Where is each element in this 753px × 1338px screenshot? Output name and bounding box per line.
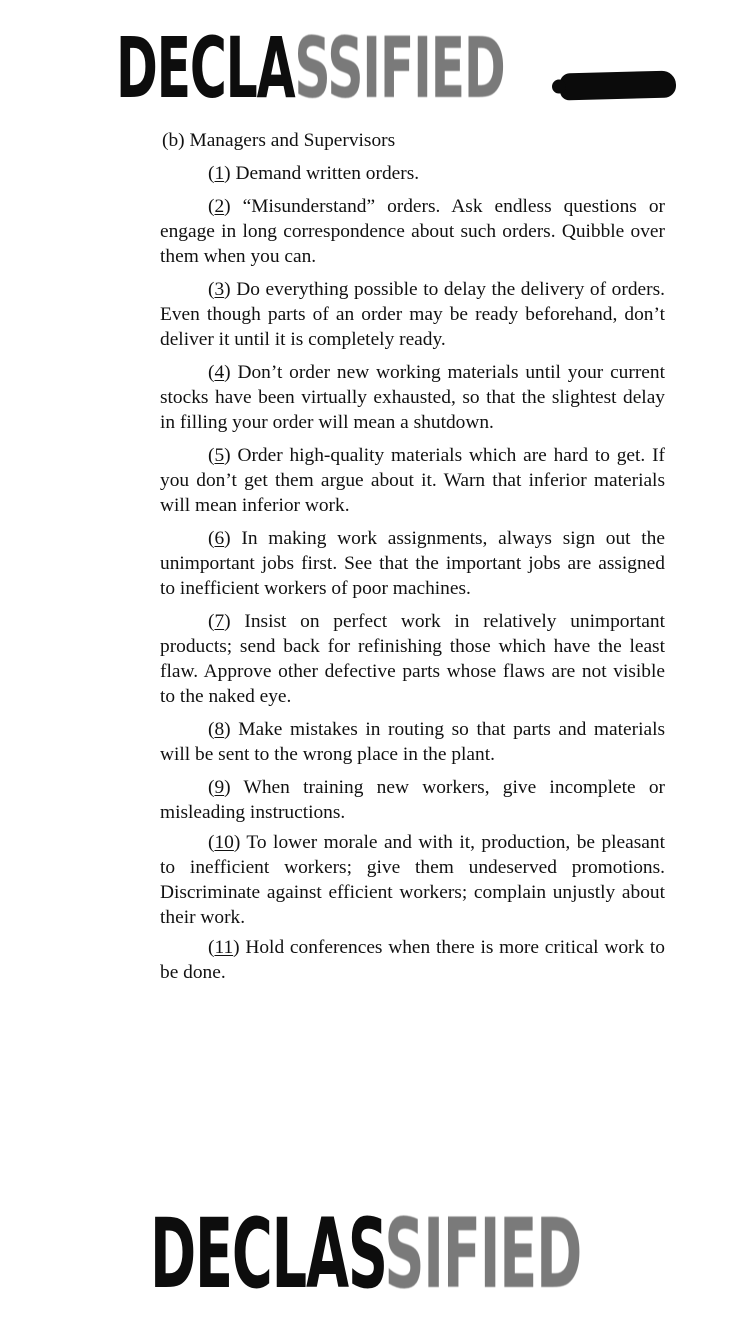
list-item-6: (6) In making work assignments, always sign out the unimportant jobs first. See that the important jobs are assigned to inefficient workers of poor machines. xyxy=(160,528,665,599)
item-number: 2 xyxy=(214,196,225,217)
list-item-5: (5) Order high-quality materials which are hard to get. If you don’t get them argue about it. Warn that inferior materials will mean inferior work. xyxy=(160,445,665,516)
item-number: 8 xyxy=(214,719,225,740)
list-item-9: (9) When training new workers, give incomplete or misleading instructions. xyxy=(160,777,665,823)
stamp-bottom-part2: SIFIED xyxy=(384,1198,582,1310)
item-text: Hold conferences when there is more critical work to be done. xyxy=(160,937,665,983)
list-item-4: (4) Don’t order new working materials until your current stocks have been virtually exhausted, so that the slightest delay in filling your order will mean a shutdown. xyxy=(160,362,665,433)
declassified-stamp-top xyxy=(116,19,505,117)
item-text: Don’t order new working materials until your current stocks have been virtually exhausted, so that the slightest delay in filling your order will mean a shutdown. xyxy=(160,362,665,433)
item-text: In making work assignments, always sign out the unimportant jobs first. See that the important jobs are assigned to inefficient workers of poor machines. xyxy=(160,528,665,599)
list-item-8: (8) Make mistakes in routing so that parts and materials will be sent to the wrong place in the plant. xyxy=(160,719,665,765)
item-number: 10 xyxy=(214,832,234,853)
list-item-10: (10) To lower morale and with it, production, be pleasant to inefficient workers; give them undeserved promotions. Discriminate against efficient workers; complain unjustly about their work. xyxy=(160,832,665,928)
item-number: 5 xyxy=(214,445,225,466)
redaction-bar xyxy=(560,70,677,100)
stamp-bottom-part1: DECLAS xyxy=(150,1198,385,1310)
document-text xyxy=(160,128,665,993)
item-number: 3 xyxy=(214,279,225,300)
item-number: 1 xyxy=(214,163,225,184)
section-heading: (b) Managers and Supervisors xyxy=(162,130,396,151)
declassified-stamp-bottom xyxy=(150,1198,582,1310)
item-number: 11 xyxy=(214,937,234,958)
item-text: Make mistakes in routing so that parts and materials will be sent to the wrong place in the plant. xyxy=(160,719,665,765)
item-text: Do everything possible to delay the delivery of orders. Even though parts of an order may be ready beforehand, don’t deliver it until it is completely ready. xyxy=(160,279,665,350)
list-item-1: (1) Demand written orders. xyxy=(208,163,420,184)
item-text: To lower morale and with it, production, be pleasant to inefficient workers; give them undeserved promotions. Discriminate against efficient workers; complain unjustly about their work. xyxy=(160,832,665,928)
stamp-top-part1: DECLA xyxy=(116,19,295,117)
item-number: 4 xyxy=(214,362,225,383)
item-number: 7 xyxy=(214,611,225,632)
item-text: When training new workers, give incomplete or misleading instructions. xyxy=(160,777,665,823)
item-number: 6 xyxy=(214,528,225,549)
stamp-top-part2: SSIFIED xyxy=(294,19,505,117)
item-text: Order high-quality materials which are hard to get. If you don’t get them argue about it. Warn that inferior materials will mean inferior work. xyxy=(160,445,665,516)
item-text: “Misunderstand” orders. Ask endless questions or engage in long correspondence about such orders. Quibble over them when you can. xyxy=(160,196,665,267)
list-item-2: (2) “Misunderstand” orders. Ask endless questions or engage in long correspondence about such orders. Quibble over them when you can. xyxy=(160,196,665,267)
list-item-3: (3) Do everything possible to delay the delivery of orders. Even though parts of an order may be ready beforehand, don’t deliver it until it is completely ready. xyxy=(160,279,665,350)
item-number: 9 xyxy=(214,777,225,798)
list-item-11: (11) Hold conferences when there is more critical work to be done. xyxy=(160,937,665,983)
item-text: Demand written orders. xyxy=(235,163,420,184)
list-item-7: (7) Insist on perfect work in relatively unimportant products; send back for refinishing those which have the least flaw. Approve other defective parts whose flaws are not visible to the naked eye. xyxy=(160,611,665,707)
item-text: Insist on perfect work in relatively unimportant products; send back for refinishing those which have the least flaw. Approve other defective parts whose flaws are not visible to the naked eye. xyxy=(160,611,665,707)
